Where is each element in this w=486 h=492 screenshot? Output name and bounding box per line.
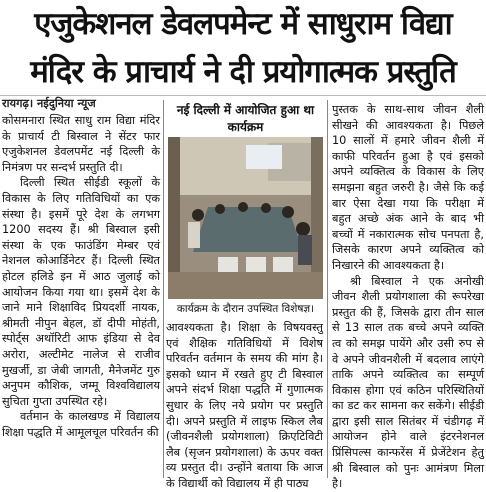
article-column-2	[166, 320, 323, 492]
paragraph: कोसमनारा स्थित साधु राम विद्या मंदिर के प्राचार्य टी बिस्वाल ने सेंटर फार एजुकेशनल डेवलपमेंट नई दिल्ली के निमंत्रण पर सन्दर्भ प्रस्तुति दी।	[2, 114, 160, 174]
article-column-3	[332, 102, 484, 492]
event-photo	[168, 137, 323, 299]
paragraph: आवश्यकता है। शिक्षा के विषयवस्तु एवं शैक्षिक गतिविधियों में विशेष परिवर्तन वर्तमान के समय की मांग है। इसको ध्यान में रखते हुए टी बिस्वाल अपने संदर्भ शिक्षा पद्धति में गुणात्मक सुधार के लिए नये प्रयोग पर प्रस्तुति दी। अपने प्रस्तुति में लाइफ स्किल लैब (जीवनशैली प्रयोगशाला) क्रिएटिविटी लैब (सृजन प्रयोगशाला) के ऊपर वक्त व्य प्रस्तुत दी। उन्होंने बताया कि आज के विद्यार्थी को विद्यालय में ही पाठ्य	[166, 321, 323, 490]
article-column-1	[2, 113, 160, 440]
headline-line-2: मंदिर के प्राचार्य ने दी प्रयोगात्मक प्रस्तुति	[30, 54, 456, 90]
paragraph: पुस्तक के साथ-साथ जीवन शैली सीखने की आवश्यकता है। पिछले 10 सालों में हमारे जीवन शैली में काफी परिवर्तन हुआ है एवं इसको अपने व्यक्तित्व के विकास के लिए समझना बहुत जरुरी है। जैसे कि कई बार ऐसा देखा गया कि परीक्षा में बहुत अच्छे अंक आने के बाद भी बच्चों में नकारात्मक सोच पनपता है, जिसके कारण अपने व्यक्तित्व को निखारने की आवश्यकता है।	[332, 103, 484, 272]
conference-photo-image	[168, 137, 323, 299]
paragraph: श्री बिस्वाल ने एक अनोखी जीवन शैली प्रयोगशाला की रूपरेखा प्रस्तुत की हैं, जिसके द्वारा तीन साल से 13 साल तक बच्चे अपने व्यक्ति त्व को समझ पायेंगे और उसी रुप से वे अपने जीवनशैली में बदलाव लाएंगे ताकि अपने व्यक्तित्व का सम्पूर्ण विकास होगा एवं कठिन परिस्थितियों का डट कर सामना कर सकेंगे। सीईडी द्वारा इसी साल सितंबर में चंडीगढ़ में आयोजन होने वाले इंटरनेशनल प्रिंसिपल्स कान्फरेंस में प्रेजेंटेशन हेतु श्री बिस्वाल को पुनः आमंत्रण मिला है।	[332, 274, 484, 491]
paragraph: वर्तमान के कालखण्ड में विद्यालय शिक्षा पद्धति में आमूलचूल परिवर्तन की	[2, 410, 160, 439]
paragraph: दिल्ली स्थित सीईडी स्कूलों के विकास के लिए गतिविधियों का एक संस्था है। इसमें पूरे देश के लगभग 1200 सदस्य हैं। श्री बिस्वाल इसी संस्था के एक फाउंडिंग मेम्बर एवं नेशनल कोआर्डिनेटर हैं। दिल्ली स्थित होटल हलिडे इन में आठ जुलाई को आयोजन किया गया था। इसमें देश के जाने माने शिक्षाविद प्रियदर्शी नायक, श्रीमती नीपुन बेहल, डॉ दीपी मोहंती, स्पोर्ट्स अथॉरिटी आफ इंडिया से देव अरोरा, अल्टीमेट नालेज से राजीव मुखर्जी, डा जेबी जागती, मैनेजमेंट गुरु अनुपम कौशिक, जम्मू विश्वविद्यालय सुचिता गुप्ता उपस्थित रहे।	[2, 176, 160, 408]
photo-headline: नई दिल्ली में आयोजित हुआ था कार्यक्रम	[176, 103, 315, 134]
headline-line-1: एजुकेशनल डेवलपमेन्ट में साधुराम विद्या	[34, 6, 452, 42]
column-divider	[163, 100, 164, 478]
column-divider	[327, 100, 328, 478]
photo-caption: कार्यक्रम के दौरान उपस्थित विशेषज्ञ।	[176, 303, 315, 315]
byline: रायगढ़। नईदुनिया न्यूज	[2, 97, 96, 110]
